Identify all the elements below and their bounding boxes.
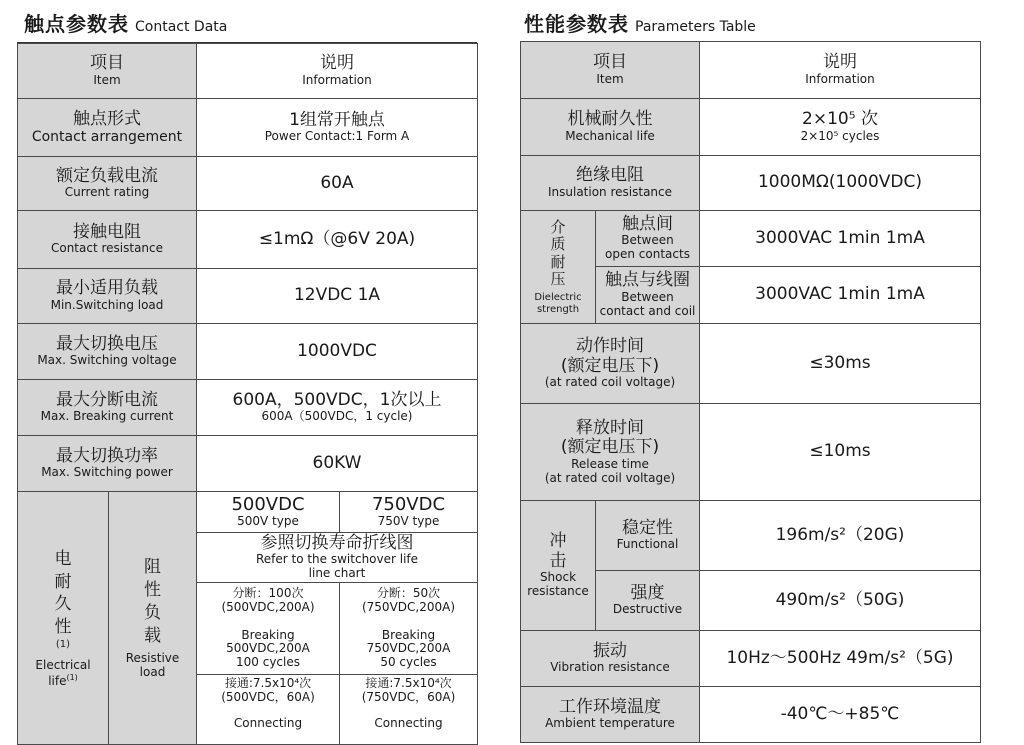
table-row — [18, 436, 478, 492]
release-time-row — [521, 404, 981, 501]
between-open-contacts-label: 触点间 Between open contacts — [596, 211, 700, 267]
electrical-life-label: 电 耐 久 性 (1) Electrical life$^{(1)}$ — [18, 492, 109, 745]
row-label: 机械耐久性 Mechanical life — [521, 99, 700, 156]
table-row — [18, 157, 478, 211]
breaking-500v-cell: 分断：100次 (500VDC,200A) Breaking 500VDC,200A 100 cycles — [197, 583, 340, 675]
shock-functional-row — [521, 501, 981, 571]
row-label: 工作环境温度 Ambient temperature — [521, 687, 700, 743]
row-label: 动作时间 (额定电压下) (at rated coil voltage) — [521, 324, 700, 404]
row-value: 1组常开触点 Power Contact:1 Form A — [197, 99, 478, 157]
connecting-750v-cell: 接通:7.5x10⁴次 (750VDC，60A) Connecting — [340, 675, 478, 745]
connecting-500v-cell: 接通:7.5x10⁴次 (500VDC，60A) Connecting — [197, 675, 340, 745]
parameters-table-title: 性能参数表 Parameters Table — [524, 12, 756, 36]
row-value: -40℃～+85℃ — [700, 687, 981, 743]
insulation-row — [521, 156, 981, 211]
ambient-row — [521, 687, 981, 743]
breaking-750v-cell: 分断：50次 (750VDC,200A) Breaking 750VDC,200A 50 cycles — [340, 583, 478, 675]
row-value: 1000VDC — [197, 324, 478, 380]
table-row — [18, 211, 478, 269]
row-label: 最大分断电流 Max. Breaking current — [18, 380, 197, 436]
table-header-row — [521, 42, 981, 99]
mechanical-life-row — [521, 99, 981, 156]
row-value: 490m/s²（50G) — [700, 571, 981, 631]
table-row — [18, 380, 478, 436]
row-value: 3000VAC 1min 1mA — [700, 211, 981, 267]
row-label: 额定负载电流 Current rating — [18, 157, 197, 211]
contact-data-title: 触点参数表 Contact Data — [24, 12, 228, 36]
dielectric-open-row — [521, 211, 981, 267]
electrical-life-row — [18, 492, 478, 533]
row-label: 接触电阻 Contact resistance — [18, 211, 197, 269]
row-label: 最小适用负载 Min.Switching load — [18, 269, 197, 324]
row-value: 3000VAC 1min 1mA — [700, 267, 981, 324]
switchover-life-reference: 参照切换寿命折线图 Refer to the switchover life line chart — [197, 533, 478, 583]
table-header-row — [18, 44, 478, 99]
information-header: 说明 Information — [197, 44, 478, 99]
row-value: 12VDC 1A — [197, 269, 478, 324]
shock-resistance-label: 冲 击 Shock resistance — [521, 501, 596, 631]
item-header: 项目 Item — [18, 44, 197, 99]
row-label: 触点形式 Contact arrangement — [18, 99, 197, 157]
row-value: 60KW — [197, 436, 478, 492]
parameters-table — [520, 41, 981, 743]
functional-label: 稳定性 Functional — [596, 501, 700, 571]
row-label: 最大切换电压 Max. Switching voltage — [18, 324, 197, 380]
row-value: 2×10⁵ 次 2×10⁵ cycles — [700, 99, 981, 156]
table-row — [18, 269, 478, 324]
dielectric-strength-label: 介 质 耐 压 Dielectric strength — [521, 211, 596, 324]
row-label: 绝缘电阻 Insulation resistance — [521, 156, 700, 211]
operate-time-row — [521, 324, 981, 404]
row-label: 振动 Vibration resistance — [521, 631, 700, 687]
vibration-row — [521, 631, 981, 687]
row-label: 释放时间 (额定电压下) Release time (at rated coil voltage) — [521, 404, 700, 501]
contact-data-table — [17, 43, 478, 745]
row-value: ≤1mΩ（@6V 20A) — [197, 211, 478, 269]
table-row — [18, 99, 478, 157]
item-header: 项目 Item — [521, 42, 700, 99]
destructive-label: 强度 Destructive — [596, 571, 700, 631]
information-header: 说明 Information — [700, 42, 981, 99]
row-value: ≤10ms — [700, 404, 981, 501]
row-value: 1000MΩ(1000VDC) — [700, 156, 981, 211]
between-contact-coil-label: 触点与线圈 Between contact and coil — [596, 267, 700, 324]
resistive-load-label: 阻 性 负 载 Resistive load — [109, 492, 197, 745]
row-value: 10Hz～500Hz 49m/s²（5G) — [700, 631, 981, 687]
row-value: 196m/s²（20G) — [700, 501, 981, 571]
type-500v-cell: 500VDC 500V type — [197, 492, 340, 533]
row-value: 600A，500VDC，1次以上 600A（500VDC，1 cycle) — [197, 380, 478, 436]
type-750v-cell: 750VDC 750V type — [340, 492, 478, 533]
row-value: 60A — [197, 157, 478, 211]
row-label: 最大切换功率 Max. Switching power — [18, 436, 197, 492]
table-row — [18, 324, 478, 380]
row-value: ≤30ms — [700, 324, 981, 404]
